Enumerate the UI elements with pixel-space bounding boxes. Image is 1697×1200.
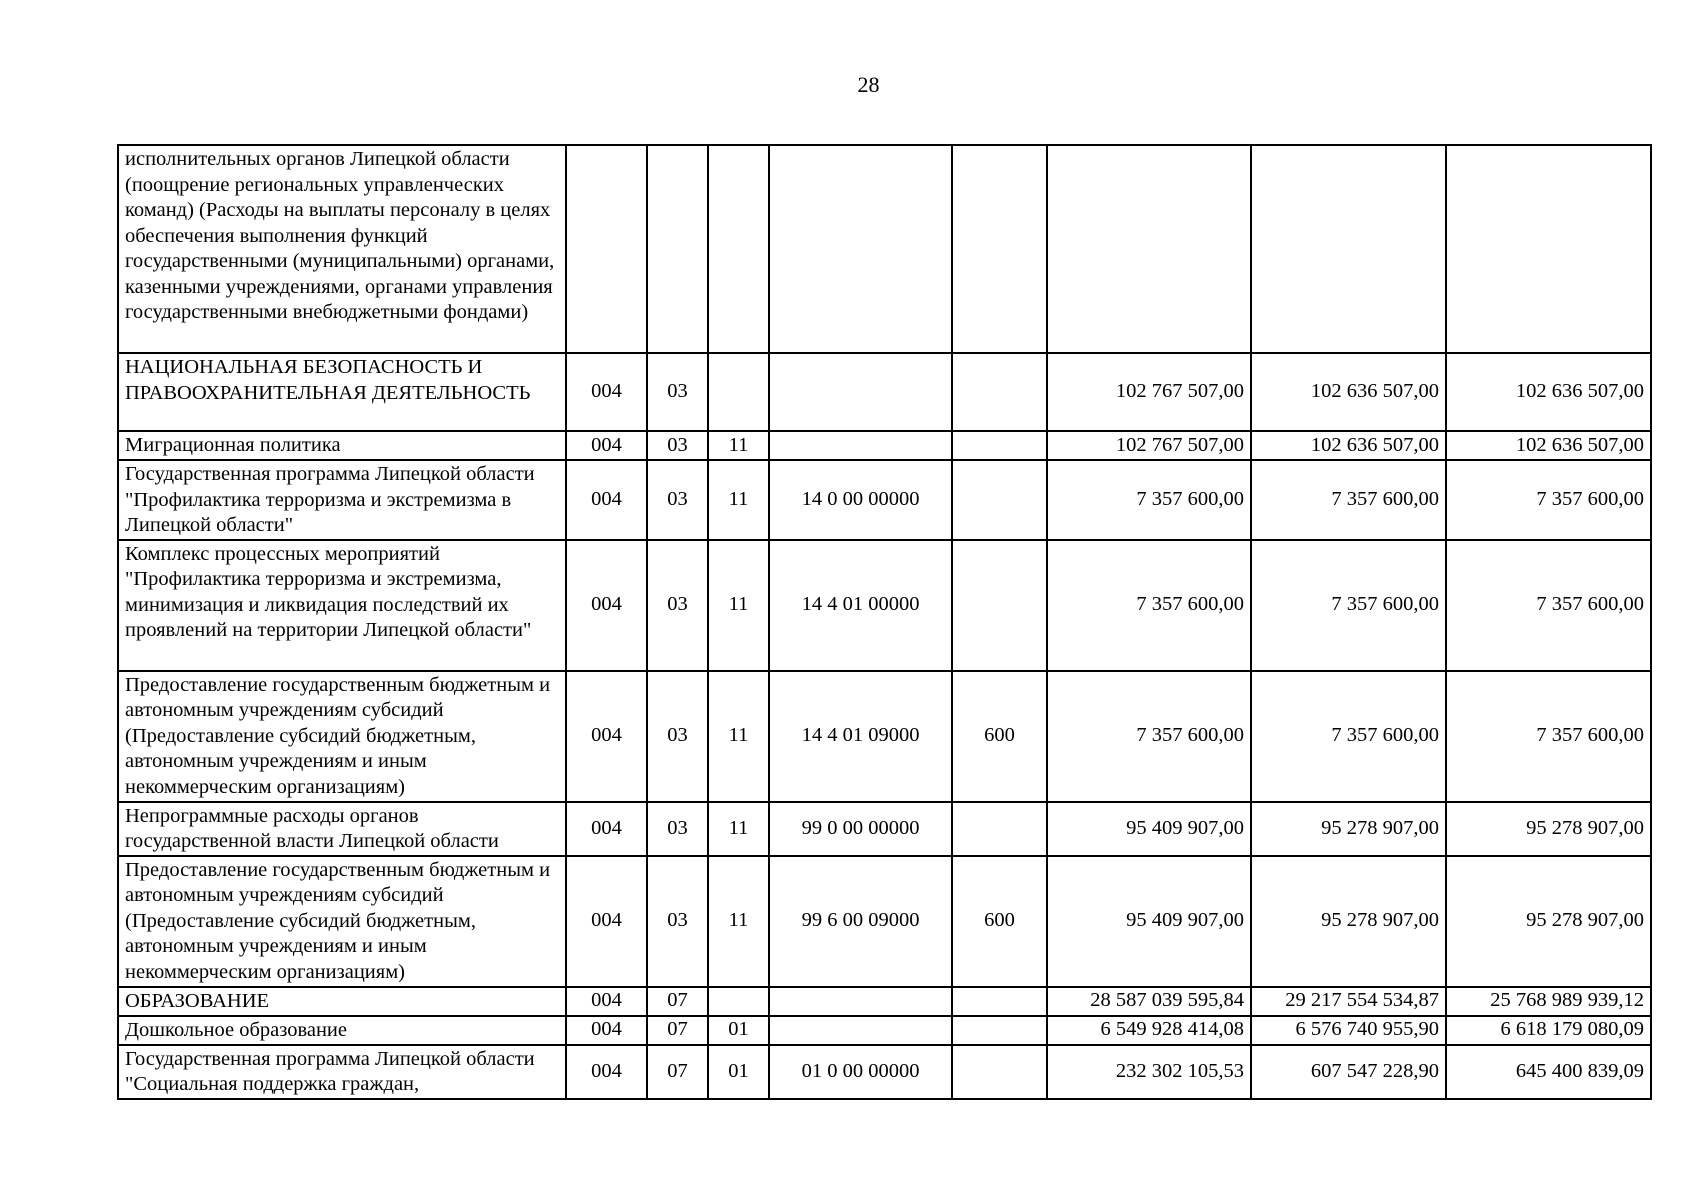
cell-amount-year2: 95 278 907,00 bbox=[1251, 802, 1446, 856]
cell-vr: 600 bbox=[952, 856, 1047, 987]
cell-rz bbox=[647, 145, 708, 353]
cell-csr: 99 0 00 00000 bbox=[769, 802, 952, 856]
cell-vr bbox=[952, 460, 1047, 540]
cell-amount-year1: 102 767 507,00 bbox=[1047, 353, 1251, 431]
cell-pr: 01 bbox=[708, 1016, 769, 1045]
cell-amount-year3: 7 357 600,00 bbox=[1446, 540, 1651, 671]
cell-pr: 11 bbox=[708, 540, 769, 671]
cell-rz: 07 bbox=[647, 987, 708, 1016]
cell-name: Непрограммные расходы органов государственной власти Липецкой области bbox=[118, 802, 566, 856]
cell-gr: 004 bbox=[566, 1045, 647, 1099]
cell-pr: 01 bbox=[708, 1045, 769, 1099]
cell-rz: 07 bbox=[647, 1016, 708, 1045]
cell-rz: 03 bbox=[647, 353, 708, 431]
cell-rz: 03 bbox=[647, 460, 708, 540]
cell-amount-year3 bbox=[1446, 145, 1651, 353]
table-row bbox=[118, 987, 1651, 1016]
cell-gr: 004 bbox=[566, 802, 647, 856]
cell-amount-year1: 7 357 600,00 bbox=[1047, 460, 1251, 540]
cell-vr bbox=[952, 145, 1047, 353]
cell-amount-year1: 6 549 928 414,08 bbox=[1047, 1016, 1251, 1045]
table-row bbox=[118, 1016, 1651, 1045]
cell-amount-year3: 6 618 179 080,09 bbox=[1446, 1016, 1651, 1045]
cell-gr: 004 bbox=[566, 987, 647, 1016]
cell-gr: 004 bbox=[566, 431, 647, 460]
cell-vr bbox=[952, 353, 1047, 431]
cell-name: Государственная программа Липецкой области "Социальная поддержка граждан, bbox=[118, 1045, 566, 1099]
table-row bbox=[118, 540, 1651, 671]
cell-rz: 03 bbox=[647, 856, 708, 987]
table-row bbox=[118, 671, 1651, 802]
cell-vr: 600 bbox=[952, 671, 1047, 802]
cell-amount-year1: 7 357 600,00 bbox=[1047, 540, 1251, 671]
cell-amount-year2: 7 357 600,00 bbox=[1251, 671, 1446, 802]
cell-csr: 14 4 01 00000 bbox=[769, 540, 952, 671]
cell-amount-year1: 95 409 907,00 bbox=[1047, 856, 1251, 987]
cell-csr bbox=[769, 1016, 952, 1045]
cell-amount-year3: 25 768 989 939,12 bbox=[1446, 987, 1651, 1016]
cell-amount-year2: 95 278 907,00 bbox=[1251, 856, 1446, 987]
cell-name: НАЦИОНАЛЬНАЯ БЕЗОПАСНОСТЬ И ПРАВООХРАНИТЕЛЬНАЯ ДЕЯТЕЛЬНОСТЬ bbox=[118, 353, 566, 431]
cell-pr: 11 bbox=[708, 460, 769, 540]
table-row bbox=[118, 145, 1651, 353]
cell-name: Дошкольное образование bbox=[118, 1016, 566, 1045]
table-row bbox=[118, 460, 1651, 540]
page-number: 28 bbox=[857, 72, 880, 97]
cell-amount-year1: 7 357 600,00 bbox=[1047, 671, 1251, 802]
cell-gr bbox=[566, 145, 647, 353]
cell-name: исполнительных органов Липецкой области (поощрение региональных управленческих команд) (Расходы на выплаты персоналу в целях обеспечения выполнения функций государственными (муниципальными) органами, казенными учреждениями, органами управления государственными внебюджетными фондами) bbox=[118, 145, 566, 353]
cell-gr: 004 bbox=[566, 671, 647, 802]
cell-amount-year2: 7 357 600,00 bbox=[1251, 540, 1446, 671]
cell-pr: 11 bbox=[708, 802, 769, 856]
cell-csr: 01 0 00 00000 bbox=[769, 1045, 952, 1099]
cell-amount-year2: 102 636 507,00 bbox=[1251, 431, 1446, 460]
cell-vr bbox=[952, 431, 1047, 460]
cell-amount-year3: 95 278 907,00 bbox=[1446, 856, 1651, 987]
cell-rz: 03 bbox=[647, 431, 708, 460]
table-row bbox=[118, 856, 1651, 987]
cell-amount-year3: 7 357 600,00 bbox=[1446, 460, 1651, 540]
cell-pr bbox=[708, 353, 769, 431]
cell-csr: 14 4 01 09000 bbox=[769, 671, 952, 802]
cell-csr bbox=[769, 353, 952, 431]
cell-gr: 004 bbox=[566, 540, 647, 671]
cell-gr: 004 bbox=[566, 353, 647, 431]
cell-amount-year2: 102 636 507,00 bbox=[1251, 353, 1446, 431]
cell-rz: 03 bbox=[647, 540, 708, 671]
cell-vr bbox=[952, 540, 1047, 671]
cell-amount-year1 bbox=[1047, 145, 1251, 353]
cell-vr bbox=[952, 1016, 1047, 1045]
cell-amount-year1: 232 302 105,53 bbox=[1047, 1045, 1251, 1099]
cell-name: Миграционная политика bbox=[118, 431, 566, 460]
cell-pr: 11 bbox=[708, 671, 769, 802]
cell-amount-year3: 102 636 507,00 bbox=[1446, 353, 1651, 431]
budget-table bbox=[117, 144, 1652, 1100]
cell-gr: 004 bbox=[566, 1016, 647, 1045]
cell-csr bbox=[769, 145, 952, 353]
table-row bbox=[118, 802, 1651, 856]
cell-vr bbox=[952, 987, 1047, 1016]
cell-csr bbox=[769, 987, 952, 1016]
cell-rz: 03 bbox=[647, 802, 708, 856]
cell-csr: 99 6 00 09000 bbox=[769, 856, 952, 987]
cell-amount-year3: 102 636 507,00 bbox=[1446, 431, 1651, 460]
cell-amount-year3: 645 400 839,09 bbox=[1446, 1045, 1651, 1099]
cell-name: Государственная программа Липецкой области "Профилактика терроризма и экстремизма в Липецкой области" bbox=[118, 460, 566, 540]
cell-gr: 004 bbox=[566, 856, 647, 987]
table-row bbox=[118, 1045, 1651, 1099]
cell-name: Комплекс процессных мероприятий "Профилактика терроризма и экстремизма, минимизация и ликвидация последствий их проявлений на территории Липецкой области" bbox=[118, 540, 566, 671]
cell-amount-year2: 607 547 228,90 bbox=[1251, 1045, 1446, 1099]
cell-rz: 03 bbox=[647, 671, 708, 802]
cell-csr bbox=[769, 431, 952, 460]
cell-vr bbox=[952, 802, 1047, 856]
cell-amount-year1: 95 409 907,00 bbox=[1047, 802, 1251, 856]
table-body bbox=[118, 145, 1651, 1099]
cell-pr bbox=[708, 145, 769, 353]
cell-amount-year3: 95 278 907,00 bbox=[1446, 802, 1651, 856]
cell-name: Предоставление государственным бюджетным и автономным учреждениям субсидий (Предоставление субсидий бюджетным, автономным учреждениям и иным некоммерческим организациям) bbox=[118, 671, 566, 802]
cell-pr bbox=[708, 987, 769, 1016]
cell-amount-year2 bbox=[1251, 145, 1446, 353]
cell-rz: 07 bbox=[647, 1045, 708, 1099]
cell-pr: 11 bbox=[708, 856, 769, 987]
table-row bbox=[118, 353, 1651, 431]
cell-name: Предоставление государственным бюджетным и автономным учреждениям субсидий (Предоставление субсидий бюджетным, автономным учреждениям и иным некоммерческим организациям) bbox=[118, 856, 566, 987]
cell-amount-year1: 28 587 039 595,84 bbox=[1047, 987, 1251, 1016]
cell-vr bbox=[952, 1045, 1047, 1099]
cell-pr: 11 bbox=[708, 431, 769, 460]
cell-amount-year2: 6 576 740 955,90 bbox=[1251, 1016, 1446, 1045]
cell-amount-year1: 102 767 507,00 bbox=[1047, 431, 1251, 460]
cell-amount-year2: 7 357 600,00 bbox=[1251, 460, 1446, 540]
cell-gr: 004 bbox=[566, 460, 647, 540]
table-row bbox=[118, 431, 1651, 460]
cell-amount-year2: 29 217 554 534,87 bbox=[1251, 987, 1446, 1016]
cell-csr: 14 0 00 00000 bbox=[769, 460, 952, 540]
cell-amount-year3: 7 357 600,00 bbox=[1446, 671, 1651, 802]
cell-name: ОБРАЗОВАНИЕ bbox=[118, 987, 566, 1016]
